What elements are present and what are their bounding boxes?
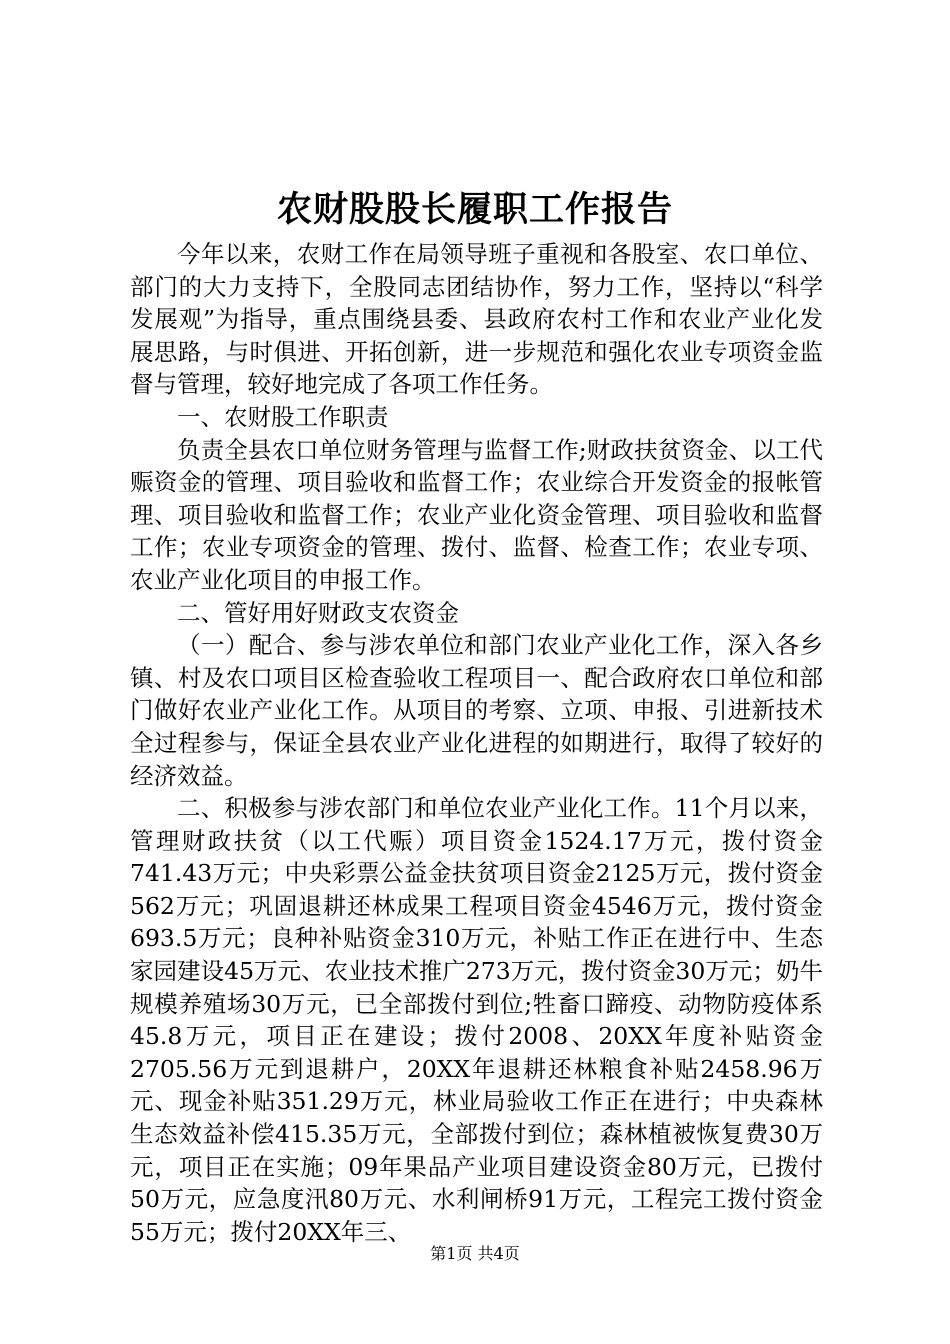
section-heading-1: 一、农财股工作职责 — [177, 402, 389, 431]
paragraph-intro: 今年以来，农财工作在局领导班子重视和各股室、农口单位、部门的大力支持下，全股同志团结协作，努力工作，坚持以“科学发展观”为指导，重点围绕县委、县政府农村工作和农业产业化发展思路，与时俱进、开拓创新，进一步规范和强化农业专项资金监督与管理，较好地完成了各项工作任务。 — [130, 240, 823, 399]
page-footer: 第1页 共4页 — [430, 1244, 520, 1263]
section-heading-2: 二、管好用好财政支农资金 — [177, 598, 459, 627]
paragraph-duties: 负责全县农口单位财务管理与监督工作;财政扶贫资金、以工代赈资金的管理、项目验收和监督工作；农业综合开发资金的报帐管理、项目验收和监督工作；农业产业化资金管理、项目验收和监督工作；农业专项资金的管理、拨付、监督、检查工作；农业专项、农业产业化项目的申报工作。 — [130, 435, 823, 594]
paragraph-subsection-1: （一）配合、参与涉农单位和部门农业产业化工作，深入各乡镇、村及农口项目区检查验收工程项目一、配合政府农口单位和部门做好农业产业化工作。从项目的考察、立项、申报、引进新技术全过程参与，保证全县农业产业化进程的如期进行，取得了较好的经济效益。 — [130, 631, 823, 790]
document-body — [130, 238, 823, 1248]
paragraph-funds: 二、积极参与涉农部门和单位农业产业化工作。11个月以来，管理财政扶贫（以工代赈）项目资金1524.17万元，拨付资金741.43万元；中央彩票公益金扶贫项目资金2125万元，拨付资金562万元；巩固退耕还林成果工程项目资金4546万元，拨付资金693.5万元；良种补贴资金310万元，补贴工作正在进行中、生态家园建设45万元、农业技术推广273万元，拨付资金30万元；奶牛规模养殖场30万元，已全部拨付到位;牲畜口蹄疫、动物防疫体系45.8万元，项目正在建设；拨付2008、20XX年度补贴资金2705.56万元到退耕户，20XX年退耕还林粮食补贴2458.96万元、现金补贴351.29万元，林业局验收工作正在进行；中央森林生态效益补偿415.35万元，全部拨付到位；森林植被恢复费30万元，项目正在实施；09年果品产业项目建设资金80万元，已拨付50万元，应急度汛80万元、水利闸桥91万元，工程完工拨付资金55万元；拨付20XX年三、 — [130, 794, 823, 1246]
document-title: 农财股股长履职工作报告 — [276, 189, 673, 230]
